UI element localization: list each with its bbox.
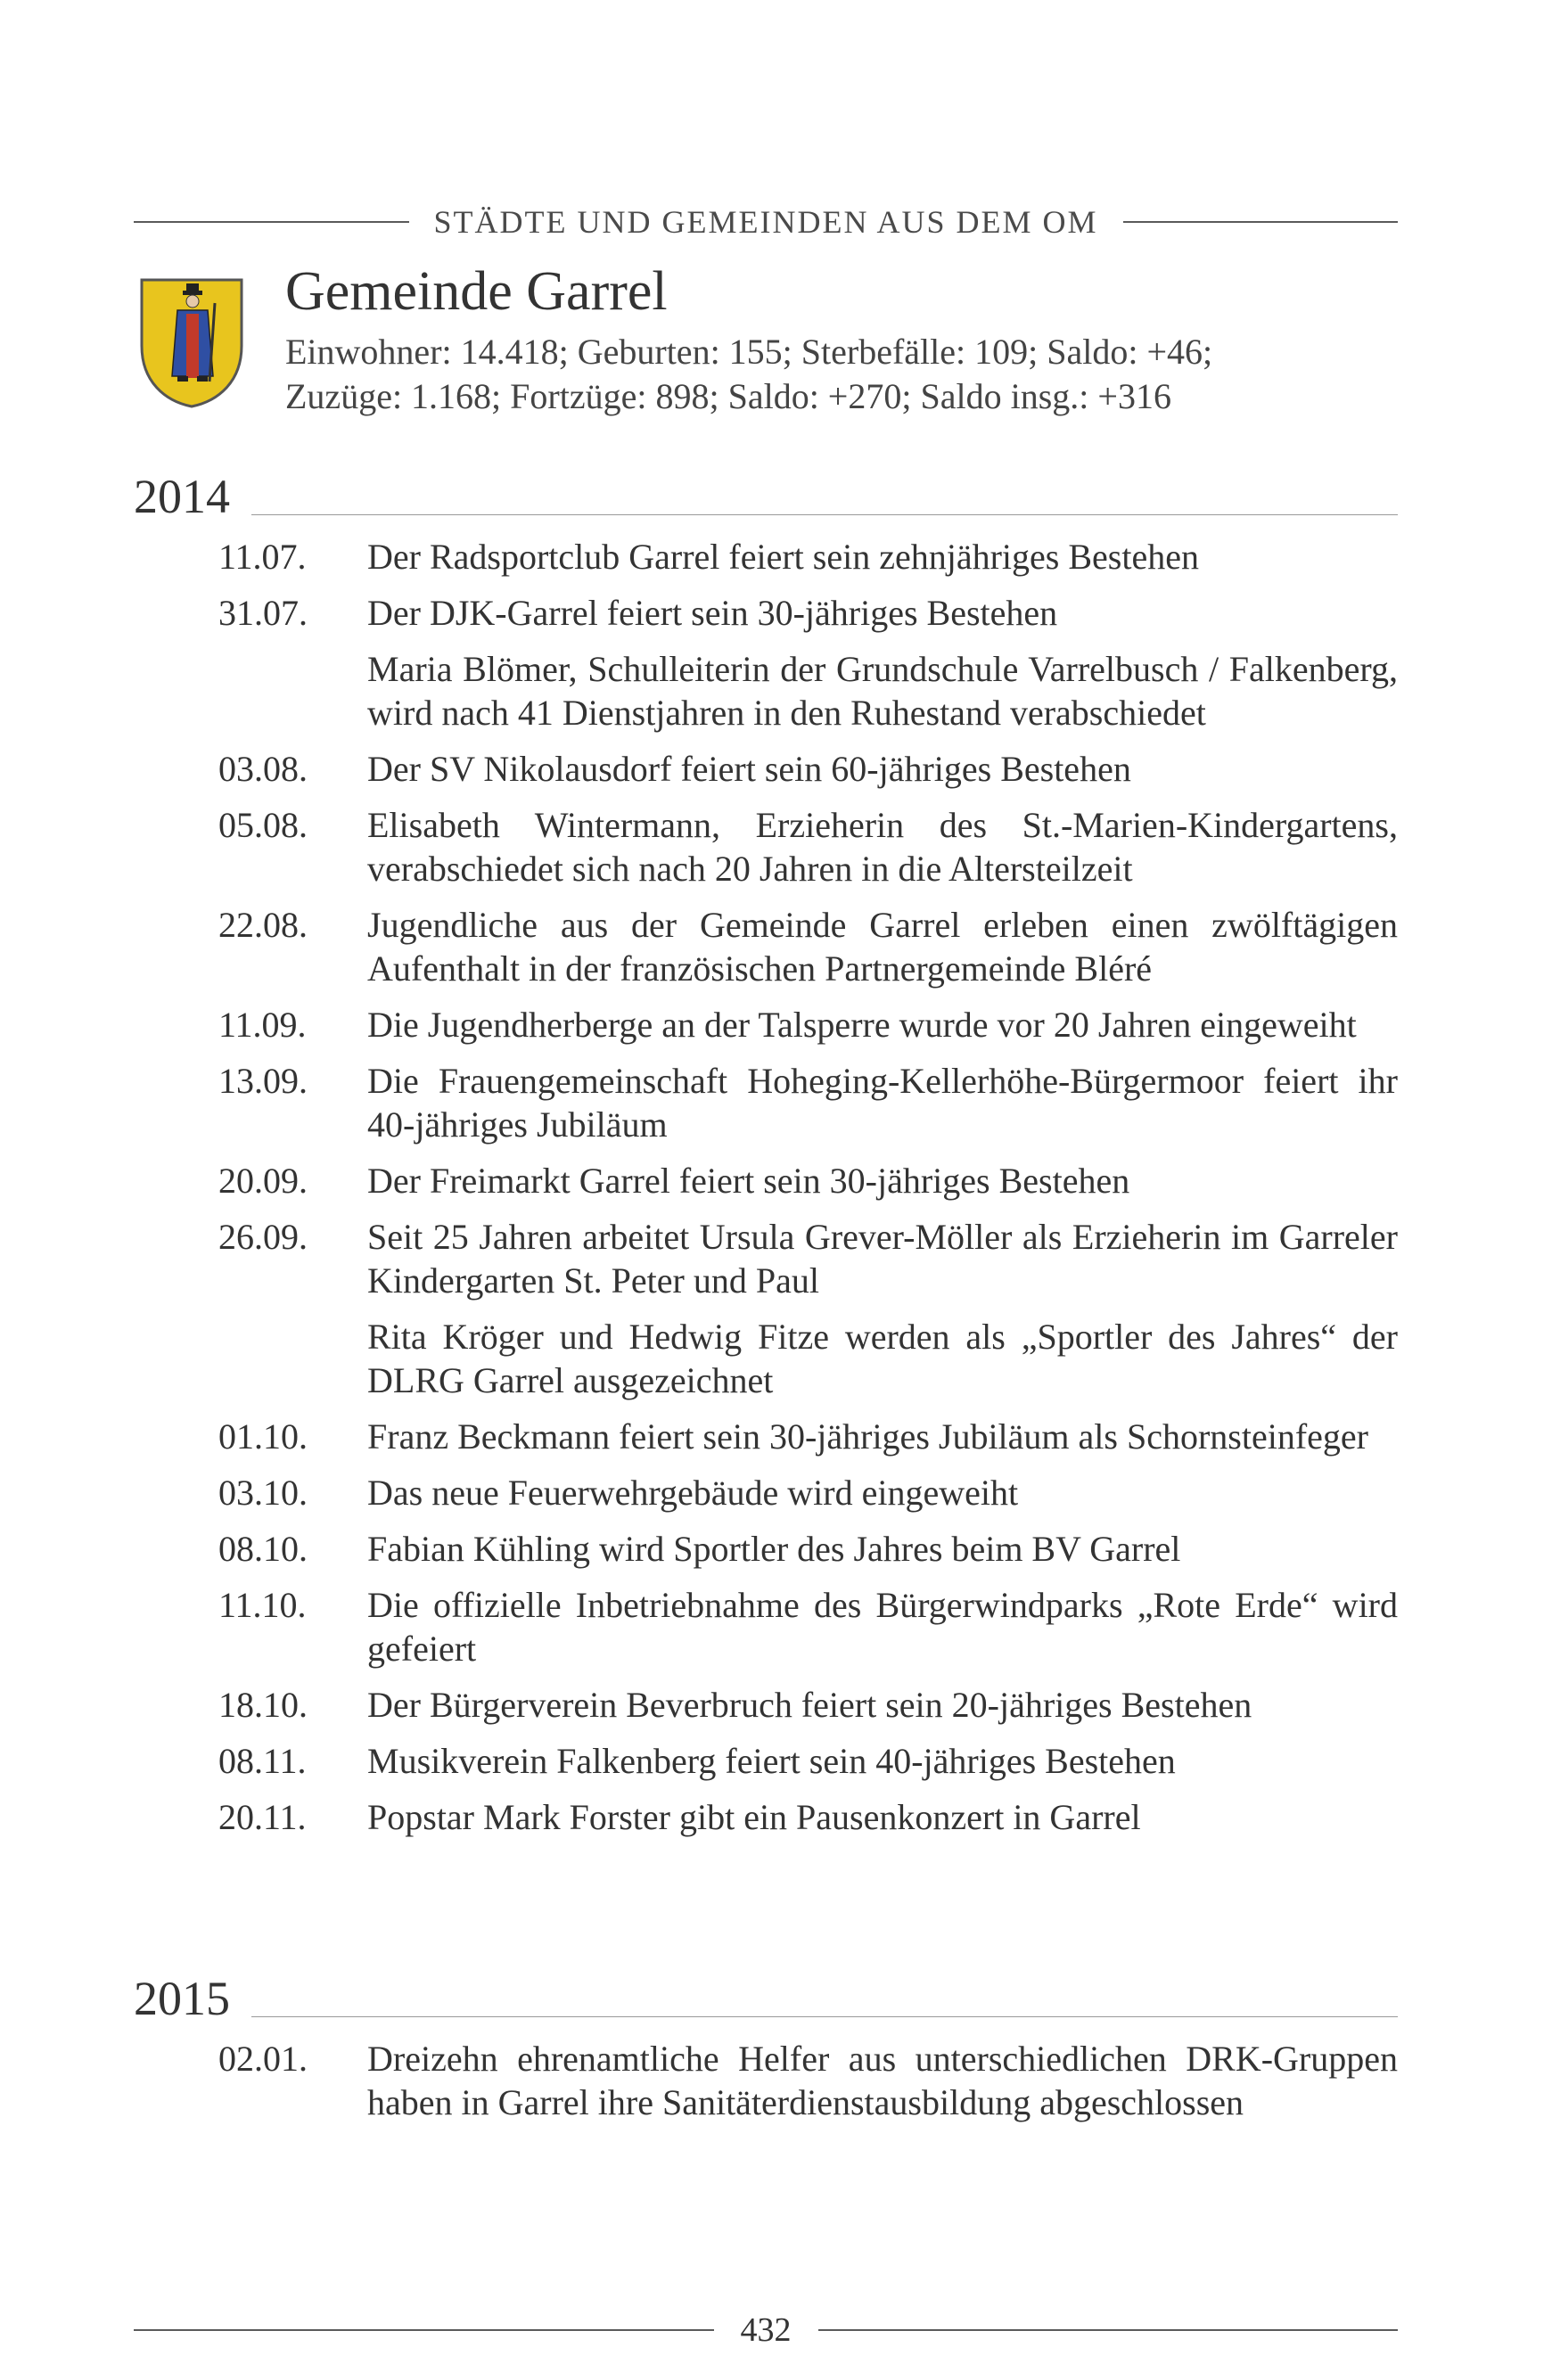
list-item [134, 1471, 1398, 1514]
running-head [134, 203, 1398, 241]
entry-text: Rita Kröger und Hedwig Fitze werden als „Sportler des Jahres“ der DLRG Garrel ausgezeichnet [367, 1317, 1398, 1400]
footer-rule-right [818, 2329, 1399, 2331]
list-item [134, 1683, 1398, 1727]
entry-text: Franz Beckmann feiert sein 30-jähriges Jubiläum als Schornsteinfeger [367, 1416, 1368, 1457]
entry-text: Maria Blömer, Schulleiterin der Grundschule Varrelbusch / Falkenberg, wird nach 41 Dienstjahren in den Ruhestand verabschiedet [367, 649, 1398, 733]
entry-date [134, 1315, 367, 1402]
entry-text: Die offizielle Inbetriebnahme des Bürgerwindparks „Rote Erde“ wird gefeiert [367, 1585, 1398, 1669]
entry-text: Elisabeth Wintermann, Erzieherin des St.-Marien-Kindergartens, verabschiedet sich nach 20 Jahren in die Altersteilzeit [367, 805, 1398, 889]
footer-rule-left [134, 2329, 714, 2331]
coat-of-arms-icon [138, 276, 245, 410]
entry-date: 31.07. [218, 593, 308, 633]
list-item [134, 1415, 1398, 1458]
entry-text: Die Jugendherberge an der Talsperre wurde vor 20 Jahren eingeweiht [367, 1005, 1357, 1045]
entry-date [134, 647, 367, 735]
list-item [134, 1583, 1398, 1670]
entry-date: 13.09. [218, 1061, 308, 1101]
year-heading-2014 [134, 472, 1398, 521]
header-rule-right [1123, 221, 1399, 223]
entry-text: Der SV Nikolausdorf feiert sein 60-jähriges Bestehen [367, 749, 1131, 789]
list-item [134, 535, 1398, 579]
list-item [134, 1003, 1398, 1046]
list-item [134, 1059, 1398, 1146]
year-rule [251, 514, 1398, 515]
list-item [134, 647, 1398, 735]
running-title: STÄDTE UND GEMEINDEN AUS DEM OM [433, 204, 1098, 240]
entry-text: Das neue Feuerwehrgebäude wird eingeweiht [367, 1473, 1019, 1513]
entry-date: 03.10. [218, 1473, 308, 1513]
list-item [134, 1739, 1398, 1783]
entry-text: Seit 25 Jahren arbeitet Ursula Grever-Möller als Erzieherin im Garreler Kindergarten St. Peter und Paul [367, 1217, 1398, 1301]
entry-text: Der DJK-Garrel feiert sein 30-jähriges Bestehen [367, 593, 1058, 633]
page-number: 432 [740, 2311, 792, 2349]
entry-text: Der Bürgerverein Beverbruch feiert sein 20-jähriges Bestehen [367, 1685, 1252, 1725]
entry-date: 08.10. [218, 1529, 308, 1569]
entries-2015 [134, 2037, 1398, 2137]
entry-text: Dreizehn ehrenamtliche Helfer aus unterschiedlichen DRK-Gruppen haben in Garrel ihre Sanitäterdienstausbildung abgeschlossen [367, 2039, 1398, 2122]
list-item [134, 1527, 1398, 1571]
entry-date: 11.09. [218, 1005, 307, 1045]
list-item [134, 2037, 1398, 2124]
list-item [134, 1159, 1398, 1202]
entry-date: 18.10. [218, 1685, 308, 1725]
entry-text: Der Freimarkt Garrel feiert sein 30-jähriges Bestehen [367, 1161, 1130, 1201]
municipality-title: Gemeinde Garrel [285, 261, 668, 322]
entry-text: Die Frauengemeinschaft Hoheging-Kellerhöhe-Bürgermoor feiert ihr 40-jähriges Jubiläum [367, 1061, 1398, 1145]
list-item [134, 1315, 1398, 1402]
stats-line-2: Zuzüge: 1.168; Fortzüge: 898; Saldo: +270; Saldo insg.: +316 [285, 376, 1171, 416]
list-item [134, 1795, 1398, 1839]
entry-text: Popstar Mark Forster gibt ein Pausenkonzert in Garrel [367, 1797, 1141, 1837]
year-heading-2015 [134, 1974, 1398, 2023]
list-item [134, 747, 1398, 791]
stats-line-1: Einwohner: 14.418; Geburten: 155; Sterbefälle: 109; Saldo: +46; [285, 332, 1213, 372]
entry-date: 05.08. [218, 805, 308, 845]
list-item [134, 591, 1398, 635]
entry-date: 03.08. [218, 749, 308, 789]
list-item [134, 803, 1398, 890]
year-rule [251, 2016, 1398, 2017]
entries-2014 [134, 535, 1398, 1851]
entry-date: 01.10. [218, 1416, 308, 1457]
entry-text: Der Radsportclub Garrel feiert sein zehnjähriges Bestehen [367, 537, 1199, 577]
entry-text: Musikverein Falkenberg feiert sein 40-jähriges Bestehen [367, 1741, 1176, 1781]
entry-date: 02.01. [218, 2039, 308, 2079]
header-rule-left [134, 221, 409, 223]
entry-date: 20.11. [218, 1797, 307, 1837]
entry-text: Fabian Kühling wird Sportler des Jahres beim BV Garrel [367, 1529, 1181, 1569]
entry-date: 08.11. [218, 1741, 307, 1781]
year-label: 2015 [134, 1972, 230, 2025]
year-label: 2014 [134, 470, 230, 523]
entry-date: 26.09. [218, 1217, 308, 1257]
entry-date: 11.10. [218, 1585, 307, 1625]
list-item [134, 903, 1398, 990]
entry-date: 20.09. [218, 1161, 308, 1201]
page-footer [134, 2310, 1398, 2350]
list-item [134, 1215, 1398, 1302]
entry-date: 22.08. [218, 905, 308, 945]
entry-text: Jugendliche aus der Gemeinde Garrel erleben einen zwölftägigen Aufenthalt in der französischen Partnergemeinde Bléré [367, 905, 1398, 989]
population-stats [285, 330, 1212, 419]
entry-date: 11.07. [218, 537, 307, 577]
